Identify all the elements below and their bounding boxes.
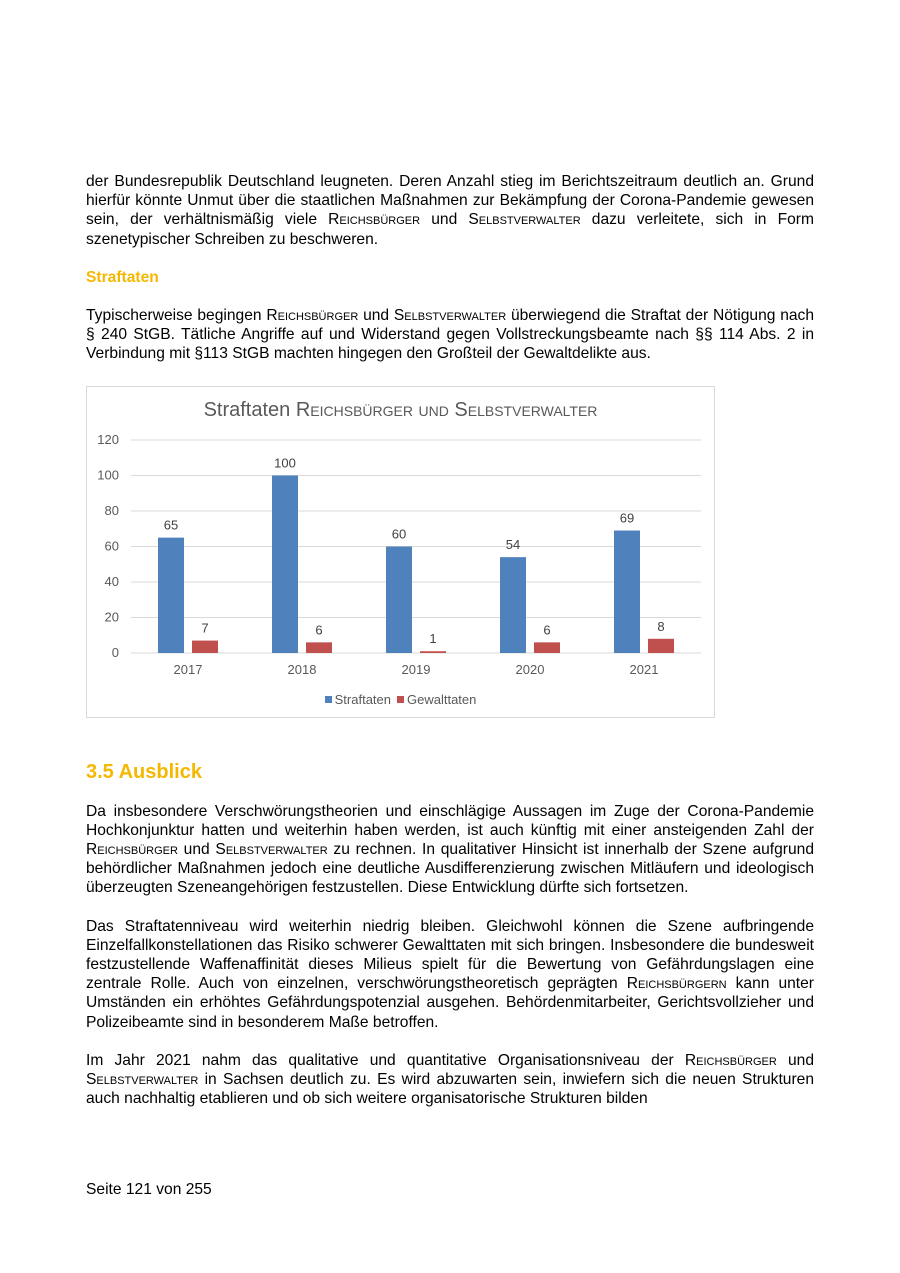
data-label: 6 [315,621,323,637]
chart-container [86,386,715,718]
x-tick-label: 2018 [287,661,317,677]
legend-label: Gewalttaten [407,691,477,707]
data-label: 6 [543,621,551,637]
bar-chart [87,387,714,717]
text-run: überwiegend die Straftat der Nötigung nach § 240 StGB. Tätliche Angriffe auf und Widerstand gegen Vollstreckungsbeamte nach §§ 114 Abs. 2 in Verbindung mit §113 StGB machten hingegen den Großteil der Gewaltdelikte aus. [86,307,815,363]
small-caps-term: Selbstverwalter [468,211,581,229]
chart-legend [87,689,714,709]
bar-gewalttaten [648,638,674,652]
heading-ausblick: 3.5 Ausblick [86,760,202,783]
legend-label: Straftaten [334,691,391,707]
chart-title-prefix: Straftaten [203,398,296,421]
legend-item [325,690,391,709]
legend-item [397,690,476,709]
data-label: 100 [274,455,296,471]
legend-swatch [325,696,332,703]
heading-straftaten: Straftaten [86,268,159,286]
y-tick-label: 100 [97,467,119,483]
y-tick-label: 0 [111,644,119,660]
small-caps-term: Reichsbürger [684,1051,777,1069]
y-tick-label: 60 [104,538,119,554]
small-caps-term: Reichsbürger [328,211,421,229]
y-tick-label: 40 [104,573,119,589]
bar-straftaten [500,557,526,653]
bar-straftaten [386,546,412,653]
data-label: 7 [201,620,209,636]
x-tick-label: 2019 [401,661,431,677]
text-run: und [776,1051,814,1069]
data-label: 65 [163,517,179,533]
chart-title-small-caps: Reichsbürger und Selbstverwalter [295,398,598,421]
x-tick-label: 2017 [173,661,203,677]
paragraph-ausblick-3 [86,1051,814,1109]
small-caps-term: Reichsbürger [266,307,359,325]
page-content [86,172,814,1108]
text-run: dazu verleitete, sich in Form szenetypischer Schreiben zu beschweren. [86,211,814,248]
bar-gewalttaten [306,642,332,653]
data-label: 1 [429,630,437,646]
small-caps-term: Selbstverwalter [393,307,507,325]
text-run: in Sachsen deutlich zu. Es wird abzuwarten sein, inwiefern sich die neuen Strukturen auch nachhaltig etablieren und ob sich weitere organisatorische Strukturen bilden [86,1071,814,1108]
text-run: und [177,841,216,859]
paragraph-ausblick-2 [86,917,814,1032]
text-run: zu rechnen. In qualitativer Hinsicht ist innerhalb der Szene aufgrund behördlicher Maßnahmen jedoch eine deutliche Ausdifferenzierung zwischen Mitläufern und ideologisch überzeugten Szeneangehörigen festzustellen. Diese Entwicklung dürfte sich fortsetzen. [86,841,815,897]
text-run: Typischerweise begingen [86,307,267,325]
y-tick-label: 80 [104,502,119,518]
paragraph-straftaten [86,306,814,364]
bar-straftaten [614,530,640,652]
x-tick-label: 2020 [515,661,545,677]
legend-swatch [397,696,404,703]
y-tick-label: 20 [104,609,119,625]
bar-gewalttaten [192,640,218,652]
small-caps-term: Selbstverwalter [215,841,328,859]
data-label: 60 [391,526,407,542]
text-run: und [420,211,469,229]
text-run: und [358,307,394,325]
page-footer: Seite 121 von 255 [86,1181,212,1198]
small-caps-term: Reichsbürger [86,841,178,859]
text-run: kann unter Umständen ein erhöhtes Gefährdungspotenzial ausgehen. Behördenmitarbeiter, Gerichtsvollzieher und Polizeibeamte sind in besonderem Maße betroffen. [86,975,814,1031]
small-caps-term: Selbstverwalter [86,1071,199,1089]
bar-gewalttaten [420,651,446,653]
text-run: Da insbesondere Verschwörungstheorien und einschlägige Aussagen im Zuge der Corona-Pandemie Hochkonjunktur hatten und weiterhin haben werden, ist auch künftig mit einer ansteigenden Zahl der [86,802,814,839]
data-label: 69 [619,510,635,526]
text-run: der Bundesrepublik Deutschland leugneten. Deren Anzahl stieg im Berichtszeitraum deutlich an. Grund hierfür könnte Unmut über die staatlichen Maßnahmen zur Bekämpfung der Corona-Pandemie gewesen sein, der verhältnismäßig viele [86,173,814,229]
paragraph-intro [86,172,814,249]
text-run: Das Straftatenniveau wird weiterhin niedrig bleiben. Gleichwohl können die Szene aufbringende Einzelfallkonstellationen das Risiko schwerer Gewalttaten mit sich bringen. Insbesondere die bundesweit festzustellende Waffenaffinität dieses Milieus spielt für die Bewertung von Gefährdungslagen eine zentrale Rolle. Auch von einzelnen, verschwörungstheoretisch geprägten [86,917,814,993]
y-tick-label: 120 [97,431,119,447]
x-tick-label: 2021 [629,661,659,677]
bar-straftaten [272,475,298,653]
data-label: 54 [505,536,521,552]
paragraph-ausblick-1 [86,802,814,898]
bar-straftaten [158,537,184,652]
data-label: 8 [657,618,665,634]
small-caps-term: Reichsbürgern [626,975,727,993]
bar-gewalttaten [534,642,560,653]
text-run: Im Jahr 2021 nahm das qualitative und quantitative Organisationsniveau der [86,1051,685,1069]
